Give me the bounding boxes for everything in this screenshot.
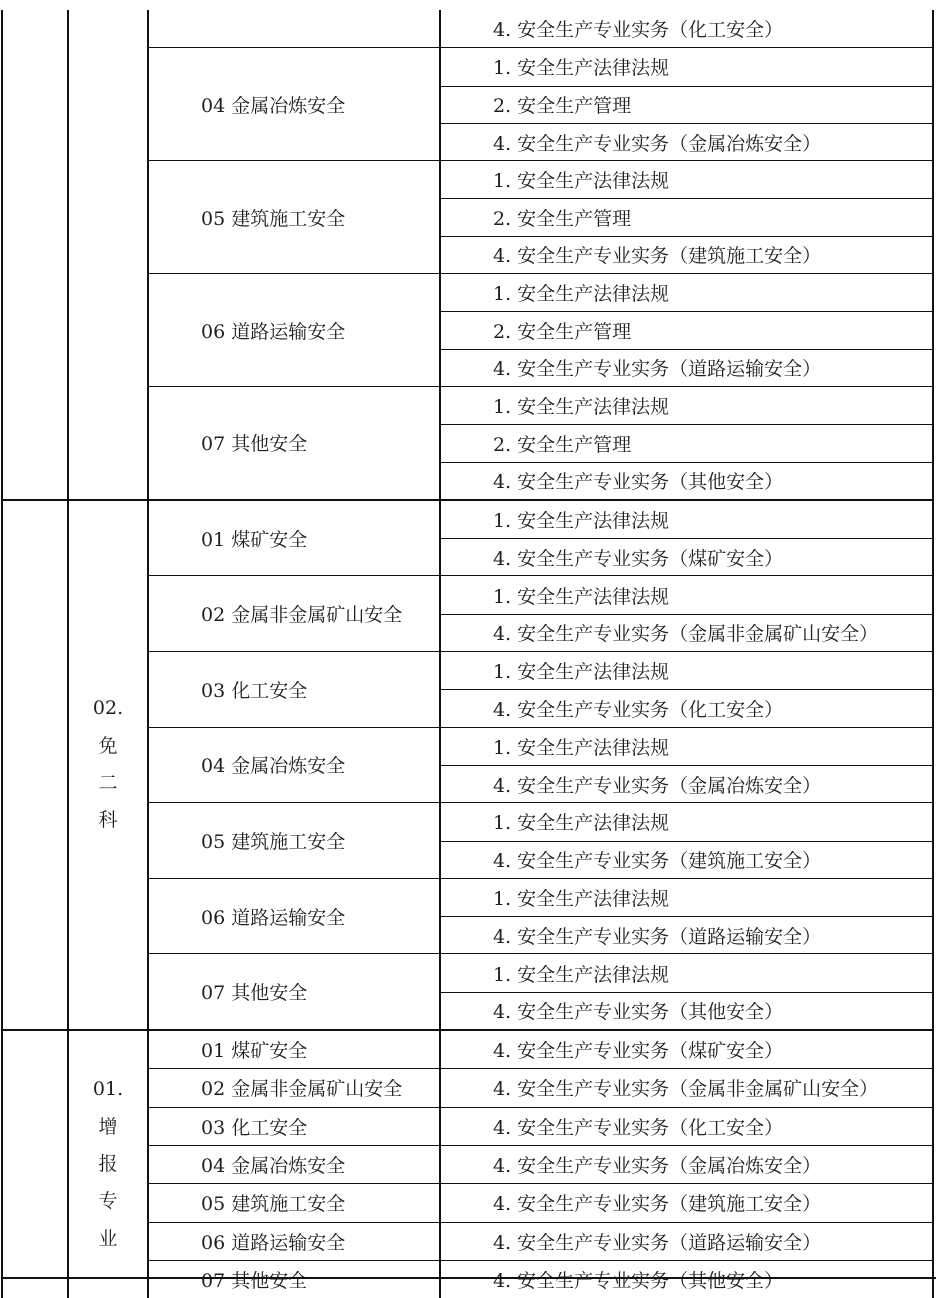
subject-cell: 1. 安全生产法律法规 — [493, 963, 670, 986]
specialty-group — [149, 273, 932, 386]
specialty-group — [149, 160, 932, 273]
application-type-label-char: 科 — [98, 809, 118, 832]
specialty-cell — [149, 10, 439, 47]
subject-cell: 2. 安全生产管理 — [441, 198, 932, 235]
subject-cell: 4. 安全生产专业实务（化工安全） — [493, 19, 784, 42]
application-type-label-char: 报 — [98, 1152, 118, 1175]
specialty-group — [149, 575, 932, 651]
subject-cell: 1. 安全生产法律法规 — [493, 57, 670, 80]
subject-cell: 1. 安全生产法律法规 — [493, 510, 670, 532]
subject-cell: 4. 安全生产专业实务（道路运输安全） — [493, 1231, 822, 1254]
subject-cell: 2. 安全生产管理 — [441, 311, 932, 348]
subject-cell: 1. 安全生产法律法规 — [493, 887, 670, 910]
specialty-group — [149, 386, 932, 499]
subject-cell: 4. 安全生产专业实务（建筑施工安全） — [441, 236, 932, 273]
specialty-cell: 05 建筑施工安全 — [201, 207, 346, 230]
table-bottom-border — [1, 1277, 936, 1279]
table-section — [1, 1029, 934, 1298]
subject-cell: 4. 安全生产专业实务（道路运输安全） — [441, 349, 932, 386]
subject-cell: 4. 安全生产专业实务（建筑施工安全） — [493, 1193, 822, 1216]
subject-cell: 1. 安全生产法律法规 — [493, 736, 670, 759]
application-type-label-char: 免 — [98, 734, 118, 757]
subject-cell: 1. 安全生产法律法规 — [493, 170, 670, 193]
subject-cell: 4. 安全生产专业实务（建筑施工安全） — [441, 841, 932, 878]
specialty-cell: 05 建筑施工安全 — [201, 1193, 346, 1216]
specialty-group — [149, 802, 932, 878]
application-type-label — [93, 1071, 123, 1257]
specialty-cell: 06 道路运输安全 — [201, 906, 346, 929]
application-type-cell — [67, 501, 147, 1029]
subject-cell: 1. 安全生产法律法规 — [493, 283, 670, 306]
subject-cell: 4. 安全生产专业实务（其他安全） — [441, 992, 932, 1029]
subject-cell: 4. 安全生产专业实务（其他安全） — [441, 462, 932, 499]
subject-cell: 4. 安全生产专业实务（道路运输安全） — [441, 916, 932, 953]
specialty-group — [149, 501, 932, 576]
specialty-cell: 04 金属冶炼安全 — [201, 94, 346, 117]
specialty-cell: 07 其他安全 — [201, 982, 308, 1005]
subject-cell: 4. 安全生产专业实务（煤矿安全） — [441, 538, 932, 575]
category-cell — [1, 1031, 67, 1298]
subject-cell: 4. 安全生产专业实务（金属非金属矿山安全） — [493, 1078, 879, 1101]
specialty-group — [149, 651, 932, 727]
specialty-cell: 06 道路运输安全 — [201, 320, 346, 343]
specialty-cell: 02 金属非金属矿山安全 — [201, 1078, 403, 1101]
specialty-cell: 04 金属冶炼安全 — [201, 1155, 346, 1178]
specialty-cell: 06 道路运输安全 — [201, 1231, 346, 1254]
subject-cell: 1. 安全生产法律法规 — [493, 396, 670, 419]
specialty-group — [149, 10, 932, 47]
subject-cell: 4. 安全生产专业实务（化工安全） — [493, 1116, 784, 1139]
specialty-cell: 03 化工安全 — [201, 1116, 308, 1139]
specialty-group — [149, 1107, 932, 1145]
specialty-group — [149, 1031, 932, 1068]
specialty-group — [149, 878, 932, 954]
subject-cell: 4. 安全生产专业实务（金属非金属矿山安全） — [441, 614, 932, 651]
application-type-label-char: 增 — [98, 1115, 118, 1138]
application-type-label-char: 业 — [98, 1227, 118, 1250]
specialty-cell: 01 煤矿安全 — [201, 1040, 308, 1063]
subject-cell: 2. 安全生产管理 — [441, 424, 932, 461]
application-type-label-char: 02. — [92, 697, 124, 720]
specialty-group — [149, 727, 932, 803]
specialty-group — [149, 1183, 932, 1221]
subject-cell: 1. 安全生产法律法规 — [493, 812, 670, 835]
subject-cell: 1. 安全生产法律法规 — [493, 585, 670, 608]
specialty-group — [149, 953, 932, 1029]
specialty-cell: 02 金属非金属矿山安全 — [201, 604, 403, 627]
specialty-group — [149, 47, 932, 160]
specialty-group — [149, 1145, 932, 1183]
subject-cell: 4. 安全生产专业实务（金属冶炼安全） — [441, 765, 932, 802]
specialty-cell: 01 煤矿安全 — [201, 528, 308, 551]
subject-cell: 2. 安全生产管理 — [441, 86, 932, 123]
application-type-label — [93, 690, 123, 839]
application-type-label-char: 01. — [92, 1078, 124, 1101]
subject-cell: 4. 安全生产专业实务（煤矿安全） — [493, 1040, 784, 1063]
category-cell — [1, 10, 67, 499]
specialty-cell: 07 其他安全 — [201, 1269, 308, 1292]
specialty-cell: 07 其他安全 — [201, 433, 308, 456]
application-type-cell — [67, 10, 147, 499]
application-type-cell — [67, 1031, 147, 1298]
table-section — [1, 499, 934, 1029]
specialty-cell: 05 建筑施工安全 — [201, 831, 346, 854]
subject-cell: 4. 安全生产专业实务（金属冶炼安全） — [441, 123, 932, 160]
application-type-label-char: 专 — [98, 1190, 118, 1213]
specialty-cell: 03 化工安全 — [201, 679, 308, 702]
exam-subject-table — [1, 10, 934, 1298]
specialty-cell: 04 金属冶炼安全 — [201, 755, 346, 778]
specialty-group — [149, 1222, 932, 1260]
subject-cell: 1. 安全生产法律法规 — [493, 661, 670, 684]
specialty-group — [149, 1068, 932, 1106]
subject-cell: 4. 安全生产专业实务（其他安全） — [493, 1269, 784, 1292]
category-cell — [1, 501, 67, 1029]
subject-cell: 4. 安全生产专业实务（金属冶炼安全） — [493, 1155, 822, 1178]
subject-cell: 4. 安全生产专业实务（化工安全） — [441, 689, 932, 726]
application-type-label-char: 二 — [98, 771, 118, 794]
table-section — [1, 10, 934, 499]
